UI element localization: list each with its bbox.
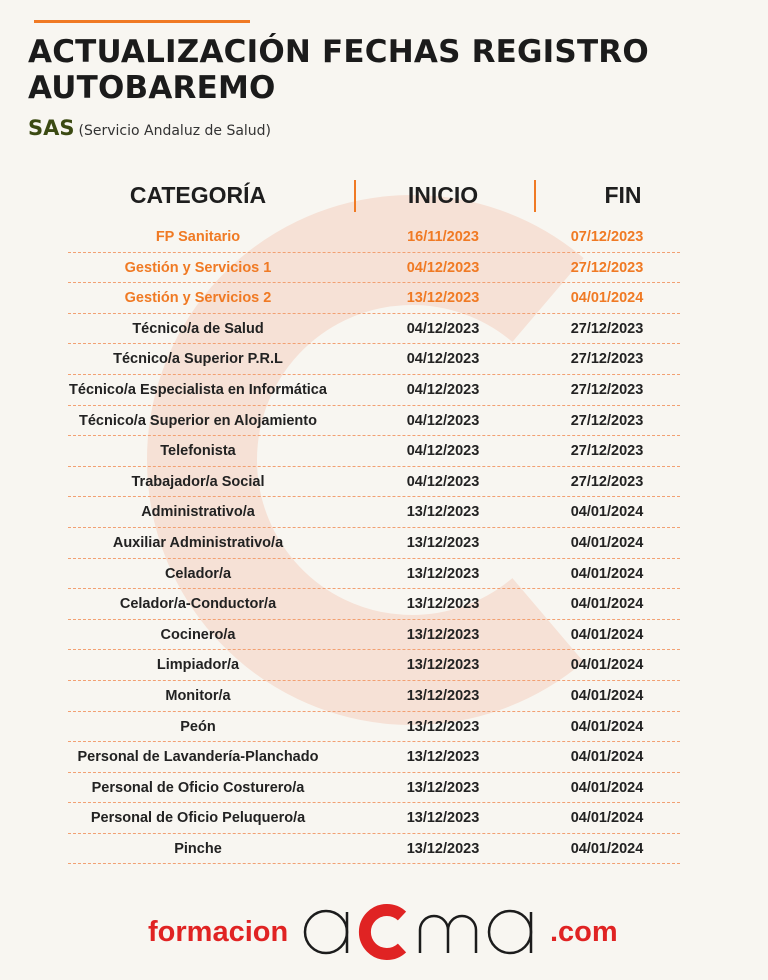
cell-fin: 04/01/2024: [570, 626, 644, 643]
table-row: [68, 375, 680, 406]
cell-inicio: 16/11/2023: [407, 229, 479, 245]
table-row: [68, 681, 680, 712]
cell-inicio: 13/12/2023: [406, 718, 480, 735]
cell-categoria: Personal de Lavandería-Planchado: [77, 749, 319, 766]
table-row: [68, 742, 680, 773]
cell-fin: 04/01/2024: [570, 749, 644, 766]
cell-fin: 04/01/2024: [570, 779, 644, 796]
cell-fin: 27/12/2023: [570, 473, 644, 490]
table-row: [68, 650, 680, 681]
brand-footer: [0, 889, 768, 966]
table-row: [68, 253, 680, 284]
cell-fin: 27/12/2023: [570, 412, 644, 429]
cell-categoria: Monitor/a: [165, 687, 231, 704]
table-row: [68, 467, 680, 498]
brand-prefix: formacion: [148, 916, 289, 948]
header-separator: [354, 180, 356, 212]
acma-logo-icon: [298, 889, 548, 960]
cell-inicio: 13/12/2023: [406, 779, 480, 796]
cell-categoria: Técnico/a Especialista en Informática: [69, 381, 327, 398]
cell-inicio: 13/12/2023: [406, 840, 480, 857]
cell-inicio: 04/12/2023: [406, 259, 480, 276]
table-row: [68, 803, 680, 834]
cell-fin: 04/01/2024: [570, 718, 644, 735]
cell-inicio: 04/12/2023: [406, 443, 480, 460]
cell-categoria: Limpiador/a: [156, 657, 240, 674]
cell-categoria: Administrativo/a: [141, 504, 255, 521]
cell-categoria: Peón: [180, 718, 216, 735]
cell-fin: 04/01/2024: [570, 810, 644, 827]
cell-fin: 04/01/2024: [570, 687, 644, 704]
brand-suffix: .com: [550, 916, 618, 948]
cell-inicio: 13/12/2023: [406, 504, 480, 521]
table-row: [68, 559, 680, 590]
cell-categoria: Técnico/a Superior P.R.L: [113, 351, 283, 368]
cell-fin: 04/01/2024: [570, 657, 644, 674]
cell-categoria: Técnico/a de Salud: [132, 320, 264, 337]
cell-categoria: Telefonista: [160, 443, 236, 460]
cell-inicio: 13/12/2023: [406, 290, 480, 307]
cell-inicio: 13/12/2023: [406, 749, 480, 766]
cell-fin: 27/12/2023: [570, 320, 644, 337]
cell-categoria: Celador/a: [164, 565, 232, 582]
table-row: [68, 344, 680, 375]
cell-fin: 04/01/2024: [570, 840, 644, 857]
page-title: ACTUALIZACIÓN FECHAS REGISTRO AUTOBAREMO: [28, 34, 649, 106]
cell-fin: 27/12/2023: [570, 351, 644, 368]
cell-inicio: 13/12/2023: [406, 687, 480, 704]
cell-categoria: Gestión y Servicios 1: [124, 259, 272, 276]
cell-categoria: Personal de Oficio Peluquero/a: [90, 810, 306, 827]
table-row: [68, 589, 680, 620]
cell-fin: 27/12/2023: [570, 443, 644, 460]
cell-categoria: Cocinero/a: [160, 626, 236, 643]
table-row: [68, 620, 680, 651]
cell-categoria: Técnico/a Superior en Alojamiento: [79, 412, 317, 429]
cell-categoria: Celador/a-Conductor/a: [119, 596, 277, 613]
table-header: [68, 172, 680, 222]
table-row: [68, 283, 680, 314]
table-row: [68, 497, 680, 528]
dates-table: [68, 172, 680, 864]
column-header-inicio: INICIO: [407, 182, 479, 208]
cell-inicio: 13/12/2023: [406, 657, 480, 674]
header-separator: [534, 180, 536, 212]
table-row: [68, 406, 680, 437]
cell-fin: 04/01/2024: [570, 290, 644, 307]
cell-inicio: 13/12/2023: [406, 565, 480, 582]
cell-categoria: Personal de Oficio Costurero/a: [91, 779, 305, 796]
cell-categoria: Pinche: [174, 840, 222, 857]
cell-inicio: 13/12/2023: [406, 810, 480, 827]
cell-fin: 07/12/2023: [570, 229, 644, 245]
cell-categoria: FP Sanitario: [155, 229, 241, 245]
organization-full-name: (Servicio Andaluz de Salud): [78, 123, 272, 139]
cell-fin: 04/01/2024: [570, 565, 644, 582]
table-row: [68, 834, 680, 865]
cell-fin: 04/01/2024: [570, 534, 644, 551]
table-row: [68, 712, 680, 743]
cell-fin: 27/12/2023: [570, 259, 644, 276]
cell-inicio: 04/12/2023: [406, 381, 480, 398]
cell-inicio: 04/12/2023: [406, 412, 480, 429]
cell-categoria: Auxiliar Administrativo/a: [112, 534, 284, 551]
svg-text:acma: acma: [298, 889, 342, 908]
cell-inicio: 13/12/2023: [406, 626, 480, 643]
cell-categoria: Trabajador/a Social: [131, 473, 265, 490]
table-row: [68, 528, 680, 559]
cell-inicio: 04/12/2023: [406, 320, 480, 337]
cell-inicio: 13/12/2023: [406, 534, 480, 551]
organization-acronym: SAS: [28, 116, 75, 140]
column-header-fin: FIN: [604, 182, 642, 208]
cell-inicio: 04/12/2023: [406, 473, 480, 490]
table-body: [68, 222, 680, 864]
table-row: [68, 773, 680, 804]
cell-fin: 04/01/2024: [570, 504, 644, 521]
column-header-categoria: CATEGORÍA: [129, 182, 267, 208]
cell-categoria: Gestión y Servicios 2: [124, 290, 272, 307]
cell-inicio: 13/12/2023: [406, 596, 480, 613]
cell-fin: 04/01/2024: [570, 596, 644, 613]
cell-fin: 27/12/2023: [570, 381, 644, 398]
table-row: [68, 314, 680, 345]
cell-inicio: 04/12/2023: [406, 351, 480, 368]
table-row: [68, 222, 680, 253]
table-row: [68, 436, 680, 467]
